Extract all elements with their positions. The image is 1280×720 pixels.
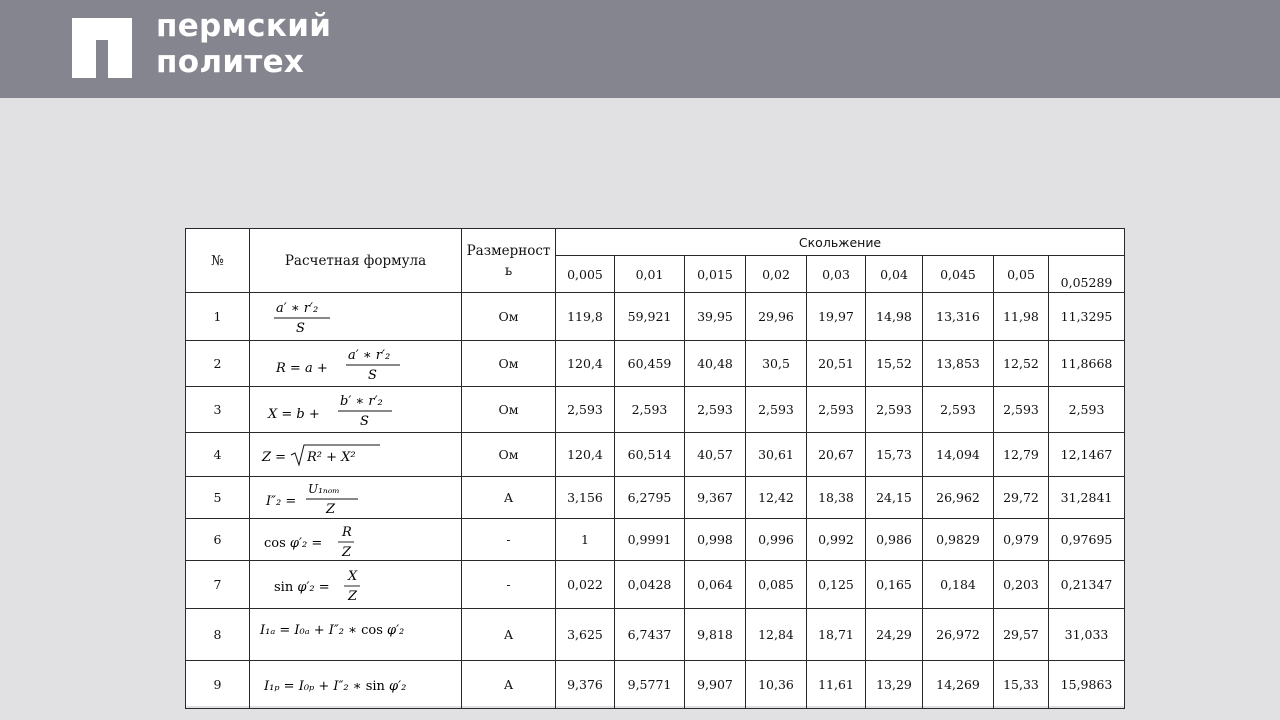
slip-value: 0,03 <box>807 256 866 293</box>
value-cell: 0,21347 <box>1049 561 1125 609</box>
row-number: 3 <box>186 387 250 433</box>
value-cell: 9,5771 <box>615 661 685 709</box>
value-cell: 24,29 <box>866 609 923 661</box>
value-cell: 19,97 <box>807 293 866 341</box>
value-cell: 29,72 <box>994 477 1049 519</box>
svg-text:S: S <box>296 320 305 336</box>
p-letter-logo-icon <box>72 18 132 78</box>
value-cell: 9,376 <box>556 661 615 709</box>
value-cell: 2,593 <box>994 387 1049 433</box>
svg-text:U₁ₙₒₘ: U₁ₙₒₘ <box>308 481 340 496</box>
value-cell: 20,51 <box>807 341 866 387</box>
formula-cell <box>250 661 462 709</box>
slip-value: 0,01 <box>615 256 685 293</box>
value-cell: 12,42 <box>746 477 807 519</box>
value-cell: 2,593 <box>615 387 685 433</box>
formula-image <box>258 670 458 700</box>
value-cell: 10,36 <box>746 661 807 709</box>
value-cell: 2,593 <box>923 387 994 433</box>
header-bar <box>0 0 1280 98</box>
table-row <box>186 519 1125 561</box>
value-cell: 0,022 <box>556 561 615 609</box>
row-number: 4 <box>186 433 250 477</box>
dimension-cell: Ом <box>462 387 556 433</box>
slip-value: 0,04 <box>866 256 923 293</box>
value-cell: 29,57 <box>994 609 1049 661</box>
value-cell: 30,61 <box>746 433 807 477</box>
svg-text:S: S <box>360 413 369 429</box>
value-cell: 1 <box>556 519 615 561</box>
value-cell: 12,79 <box>994 433 1049 477</box>
dimension-cell: A <box>462 609 556 661</box>
value-cell: 12,1467 <box>1049 433 1125 477</box>
table-row <box>186 477 1125 519</box>
header-formula: Расчетная формула <box>250 229 462 293</box>
dimension-cell: Ом <box>462 293 556 341</box>
svg-text:I₁ₚ = I₀ₚ + I″₂ ∗ sin φ′₂: I₁ₚ = I₀ₚ + I″₂ ∗ sin φ′₂ <box>264 678 407 694</box>
value-cell: 14,094 <box>923 433 994 477</box>
slip-value: 0,005 <box>556 256 615 293</box>
value-cell: 30,5 <box>746 341 807 387</box>
formula-cell <box>250 293 462 341</box>
formula-image <box>258 565 458 605</box>
value-cell: 2,593 <box>1049 387 1125 433</box>
formula-image <box>258 390 458 430</box>
table-row <box>186 661 1125 709</box>
value-cell: 3,156 <box>556 477 615 519</box>
value-cell: 2,593 <box>685 387 746 433</box>
header-dimension: Размерность <box>462 229 556 293</box>
value-cell: 0,184 <box>923 561 994 609</box>
row-number: 7 <box>186 561 250 609</box>
value-cell: 31,033 <box>1049 609 1125 661</box>
svg-text:X = b +: X = b + <box>268 406 320 422</box>
formula-cell <box>250 433 462 477</box>
formula-image <box>258 344 458 384</box>
dimension-cell: Ом <box>462 341 556 387</box>
value-cell: 12,52 <box>994 341 1049 387</box>
dimension-cell: A <box>462 477 556 519</box>
svg-text:I₁ₐ = I₀ₐ + I″₂ ∗ cos φ′₂: I₁ₐ = I₀ₐ + I″₂ ∗ cos φ′₂ <box>260 622 405 638</box>
table-row <box>186 609 1125 661</box>
header-slip: Скольжение <box>556 229 1125 256</box>
svg-text:R² + X²: R² + X² <box>307 449 356 465</box>
value-cell: 9,818 <box>685 609 746 661</box>
value-cell: 20,67 <box>807 433 866 477</box>
svg-text:Z: Z <box>326 501 336 517</box>
value-cell: 0,203 <box>994 561 1049 609</box>
slip-value: 0,02 <box>746 256 807 293</box>
formula-cell <box>250 561 462 609</box>
dimension-cell: Ом <box>462 433 556 477</box>
value-cell: 13,853 <box>923 341 994 387</box>
brand-line-2: политех <box>156 44 305 80</box>
formula-image <box>258 620 458 650</box>
formula-cell <box>250 609 462 661</box>
value-cell: 39,95 <box>685 293 746 341</box>
value-cell: 2,593 <box>556 387 615 433</box>
value-cell: 0,064 <box>685 561 746 609</box>
header-number: № <box>186 229 250 293</box>
value-cell: 2,593 <box>807 387 866 433</box>
dimension-cell: - <box>462 519 556 561</box>
row-number: 6 <box>186 519 250 561</box>
value-cell: 0,9829 <box>923 519 994 561</box>
value-cell: 13,29 <box>866 661 923 709</box>
value-cell: 59,921 <box>615 293 685 341</box>
value-cell: 9,367 <box>685 477 746 519</box>
value-cell: 29,96 <box>746 293 807 341</box>
value-cell: 119,8 <box>556 293 615 341</box>
value-cell: 24,15 <box>866 477 923 519</box>
slip-value: 0,015 <box>685 256 746 293</box>
value-cell: 2,593 <box>746 387 807 433</box>
formula-cell <box>250 341 462 387</box>
value-cell: 26,972 <box>923 609 994 661</box>
table-row <box>186 433 1125 477</box>
value-cell: 0,125 <box>807 561 866 609</box>
value-cell: 15,73 <box>866 433 923 477</box>
value-cell: 15,9863 <box>1049 661 1125 709</box>
value-cell: 0,0428 <box>615 561 685 609</box>
value-cell: 3,625 <box>556 609 615 661</box>
svg-text:I″₂ =: I″₂ = <box>266 493 297 509</box>
value-cell: 60,459 <box>615 341 685 387</box>
slip-value: 0,05 <box>994 256 1049 293</box>
svg-text:Z: Z <box>342 544 352 559</box>
value-cell: 0,992 <box>807 519 866 561</box>
results-table <box>185 228 1125 709</box>
value-cell: 11,61 <box>807 661 866 709</box>
value-cell: 13,316 <box>923 293 994 341</box>
value-cell: 120,4 <box>556 433 615 477</box>
value-cell: 0,165 <box>866 561 923 609</box>
value-cell: 120,4 <box>556 341 615 387</box>
formula-image <box>258 521 458 559</box>
value-cell: 40,48 <box>685 341 746 387</box>
formula-image <box>258 479 458 517</box>
value-cell: 31,2841 <box>1049 477 1125 519</box>
slip-value: 0,05289 <box>1049 256 1125 293</box>
brand-wordmark <box>156 8 331 80</box>
row-number: 8 <box>186 609 250 661</box>
value-cell: 40,57 <box>685 433 746 477</box>
value-cell: 0,996 <box>746 519 807 561</box>
row-number: 1 <box>186 293 250 341</box>
dimension-cell: A <box>462 661 556 709</box>
svg-text:Z: Z <box>348 588 358 604</box>
formula-cell <box>250 477 462 519</box>
value-cell: 15,33 <box>994 661 1049 709</box>
value-cell: 0,9991 <box>615 519 685 561</box>
value-cell: 0,085 <box>746 561 807 609</box>
svg-text:R: R <box>342 524 352 540</box>
value-cell: 15,52 <box>866 341 923 387</box>
value-cell: 26,962 <box>923 477 994 519</box>
results-table-container <box>185 228 1124 706</box>
table-row <box>186 561 1125 609</box>
value-cell: 6,2795 <box>615 477 685 519</box>
value-cell: 0,986 <box>866 519 923 561</box>
value-cell: 0,998 <box>685 519 746 561</box>
row-number: 9 <box>186 661 250 709</box>
value-cell: 9,907 <box>685 661 746 709</box>
value-cell: 2,593 <box>866 387 923 433</box>
svg-text:b′ ∗ r′₂: b′ ∗ r′₂ <box>340 393 383 409</box>
value-cell: 18,38 <box>807 477 866 519</box>
table-row <box>186 341 1125 387</box>
value-cell: 12,84 <box>746 609 807 661</box>
svg-text:a′ ∗ r′₂: a′ ∗ r′₂ <box>276 300 319 316</box>
dimension-cell: - <box>462 561 556 609</box>
svg-text:a′ ∗ r′₂: a′ ∗ r′₂ <box>348 347 391 363</box>
svg-text:R = a +: R = a + <box>276 360 328 376</box>
svg-text:cos φ′₂ =: cos φ′₂ = <box>264 535 323 551</box>
formula-cell <box>250 387 462 433</box>
value-cell: 11,98 <box>994 293 1049 341</box>
row-number: 5 <box>186 477 250 519</box>
row-number: 2 <box>186 341 250 387</box>
value-cell: 6,7437 <box>615 609 685 661</box>
slip-value: 0,045 <box>923 256 994 293</box>
value-cell: 11,8668 <box>1049 341 1125 387</box>
formula-image <box>258 297 458 337</box>
svg-text:Z =: Z = <box>262 449 287 465</box>
value-cell: 0,979 <box>994 519 1049 561</box>
value-cell: 18,71 <box>807 609 866 661</box>
table-row <box>186 293 1125 341</box>
value-cell: 60,514 <box>615 433 685 477</box>
svg-text:sin φ′₂ =: sin φ′₂ = <box>274 579 330 595</box>
value-cell: 14,98 <box>866 293 923 341</box>
svg-text:S: S <box>368 367 377 383</box>
brand-line-1: пермский <box>156 8 332 44</box>
table-row <box>186 387 1125 433</box>
value-cell: 11,3295 <box>1049 293 1125 341</box>
formula-image <box>258 437 458 473</box>
value-cell: 14,269 <box>923 661 994 709</box>
svg-text:X: X <box>348 568 358 584</box>
formula-cell <box>250 519 462 561</box>
value-cell: 0,97695 <box>1049 519 1125 561</box>
